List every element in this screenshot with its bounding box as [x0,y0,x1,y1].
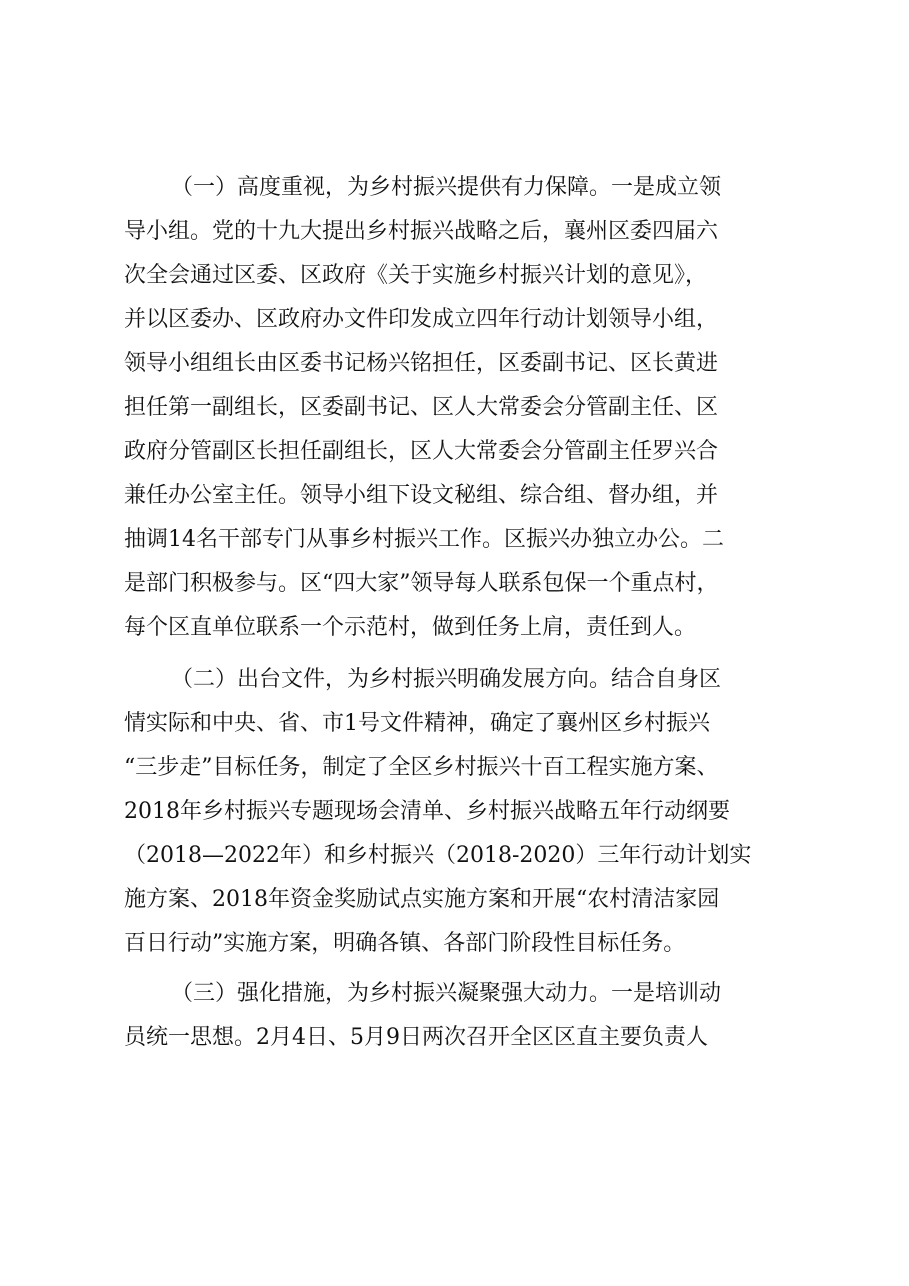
paragraph-1-line-5: 领导小组组长由区委书记杨兴铭担任，区委副书记、区长黄进 [124,351,719,376]
paragraph-1-line-11: 每个区直单位联系一个示范村，做到任务上肩，责任到人。 [124,615,697,640]
paragraph-2-line-6: 施方案、2018年资金奖励试点实施方案和开展“农村清洁家园 [124,887,720,912]
paragraph-2-line-7: 百日行动”实施方案，明确各镇、各部门阶段性目标任务。 [124,931,686,956]
paragraph-2-line-2: 情实际和中央、省、市1号文件精神，确定了襄州区乡村振兴 [124,711,710,736]
paragraph-1-line-7: 政府分管副区长担任副组长，区人大常委会分管副主任罗兴合 [124,439,719,464]
paragraph-1-line-2: 导小组。党的十九大提出乡村振兴战略之后，襄州区委四届六 [124,219,719,244]
paragraph-1-line-3: 次全会通过区委、区政府《关于实施乡村振兴计划的意见》， [124,263,708,288]
paragraph-1-line-8: 兼任办公室主任。领导小组下设文秘组、综合组、督办组，并 [124,483,719,508]
paragraph-2-line-3: “三步走”目标任务，制定了全区乡村振兴十百工程实施方案、 [124,755,719,780]
paragraph-1-line-9: 抽调14名干部专门从事乡村振兴工作。区振兴办独立办公。二 [124,527,724,552]
paragraph-2-line-1: （二）出台文件，为乡村振兴明确发展方向。结合自身区 [171,667,722,692]
paragraph-2-line-5: （2018—2022年）和乡村振兴（2018-2020）三年行动计划实 [124,843,752,868]
paragraph-1-line-4: 并以区委办、区政府办文件印发成立四年行动计划领导小组， [124,307,719,332]
paragraph-3-line-2: 员统一思想。2月4日、5月9日两次召开全区区直主要负责人 [124,1025,708,1050]
paragraph-3-line-1: （三）强化措施，为乡村振兴凝聚强大动力。一是培训动 [171,981,722,1006]
paragraph-2-line-4: 2018年乡村振兴专题现场会清单、乡村振兴战略五年行动纲要 [124,799,730,824]
paragraph-1-line-10: 是部门积极参与。区“四大家”领导每人联系包保一个重点村， [124,571,719,596]
paragraph-1-line-1: （一）高度重视，为乡村振兴提供有力保障。一是成立领 [171,175,722,200]
paragraph-1-line-6: 担任第一副组长，区委副书记、区人大常委会分管副主任、区 [124,395,719,420]
